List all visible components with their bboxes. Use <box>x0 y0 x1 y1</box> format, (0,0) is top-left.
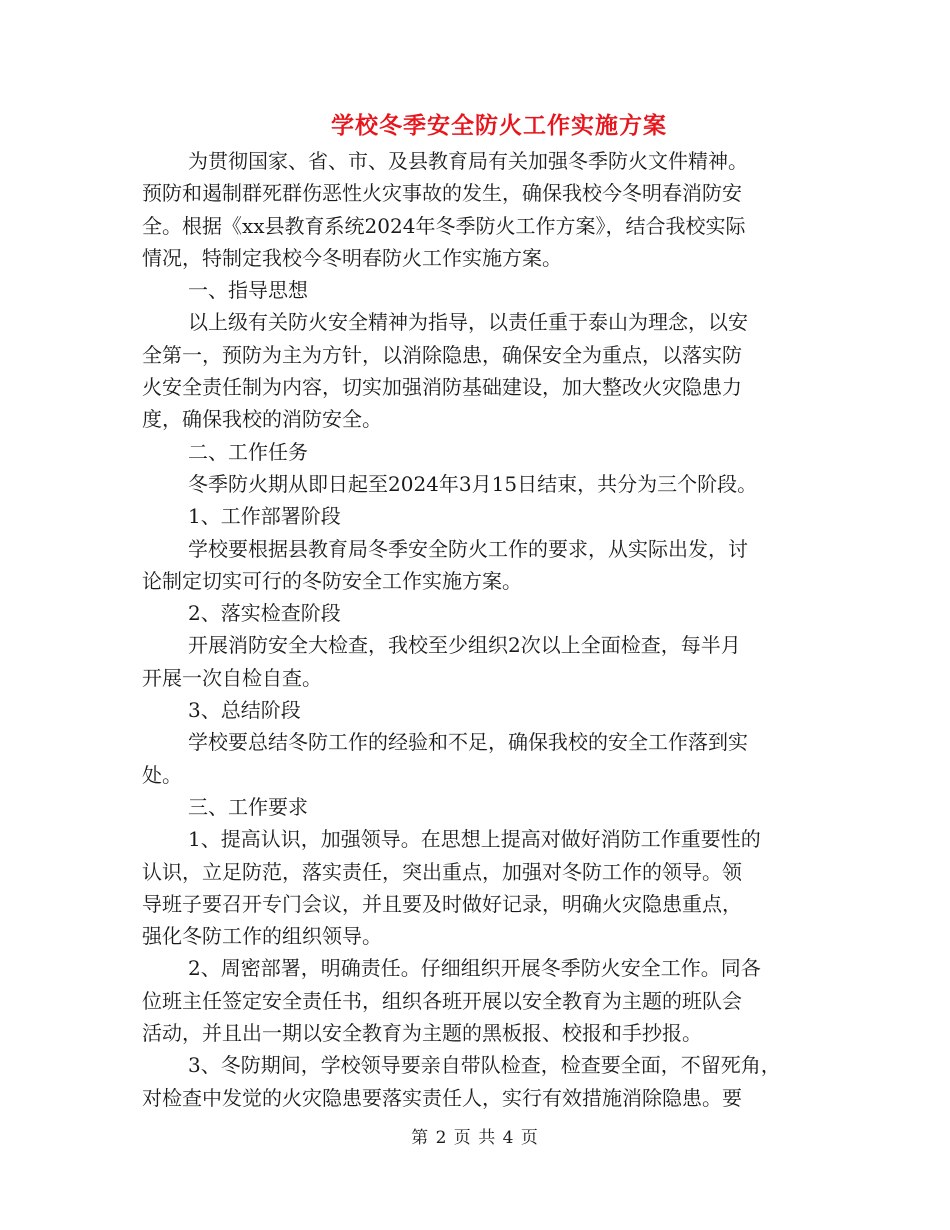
text-line: 开展消防安全大检查，我校至少组织2次以上全面检查，每半月 <box>188 633 741 658</box>
text-line: 1、提高认识，加强领导。在思想上提高对做好消防工作重要性的 <box>188 827 761 852</box>
text-line: 活动，并且出一期以安全教育为主题的黑板报、校报和手抄报。 <box>142 1021 702 1046</box>
page-footer: 第 2 页 共 4 页 <box>411 1128 539 1148</box>
text-line: 对检查中发觉的火灾隐患要落实责任人，实行有效措施消除隐患。要 <box>142 1085 742 1110</box>
document-body <box>142 145 822 1114</box>
document-title: 学校冬季安全防火工作实施方案 <box>331 112 667 139</box>
text-line: 三、工作要求 <box>188 794 308 819</box>
text-line: 一、指导思想 <box>188 278 308 303</box>
text-line: 2、落实检查阶段 <box>188 601 341 626</box>
text-line: 以上级有关防火安全精神为指导，以责任重于泰山为理念，以安 <box>188 310 748 335</box>
text-line: 冬季防火期从即日起至2024年3月15日结束，共分为三个阶段。 <box>188 471 758 496</box>
text-line: 位班主任签定安全责任书，组织各班开展以安全教育为主题的班队会 <box>142 988 742 1013</box>
text-line: 2、周密部署，明确责任。仔细组织开展冬季防火安全工作。同各 <box>188 956 761 981</box>
text-line: 导班子要召开专门会议，并且要及时做好记录，明确火灾隐患重点， <box>142 891 742 916</box>
text-line: 3、冬防期间，学校领导要亲自带队检查，检查要全面，不留死角， <box>188 1053 781 1078</box>
text-line: 强化冬防工作的组织领导。 <box>142 924 382 949</box>
text-line: 开展一次自检自查。 <box>142 665 322 690</box>
text-line: 1、工作部署阶段 <box>188 504 341 529</box>
text-line: 情况，特制定我校今冬明春防火工作实施方案。 <box>142 245 562 270</box>
text-line: 火安全责任制为内容，切实加强消防基础建设，加大整改火灾隐患力 <box>142 375 742 400</box>
text-line: 学校要根据县教育局冬季安全防火工作的要求，从实际出发，讨 <box>188 536 748 561</box>
text-line: 3、总结阶段 <box>188 698 301 723</box>
text-line: 全第一，预防为主为方针，以消除隐患，确保安全为重点，以落实防 <box>142 342 742 367</box>
text-line: 为贯彻国家、省、市、及县教育局有关加强冬季防火文件精神。 <box>188 149 748 173</box>
text-line: 学校要总结冬防工作的经验和不足，确保我校的安全工作落到实 <box>188 730 748 755</box>
text-line: 论制定切实可行的冬防安全工作实施方案。 <box>142 568 522 593</box>
text-line: 二、工作任务 <box>188 439 308 464</box>
text-line: 预防和遏制群死群伤恶性火灾事故的发生，确保我校今冬明春消防安 <box>142 181 742 206</box>
text-line: 度，确保我校的消防安全。 <box>142 407 382 432</box>
text-line: 全。根据《xx县教育系统2024年冬季防火工作方案》，结合我校实际 <box>142 213 746 238</box>
text-line: 处。 <box>142 762 182 787</box>
text-line: 认识，立足防范，落实责任，突出重点，加强对冬防工作的领导。领 <box>142 859 742 884</box>
